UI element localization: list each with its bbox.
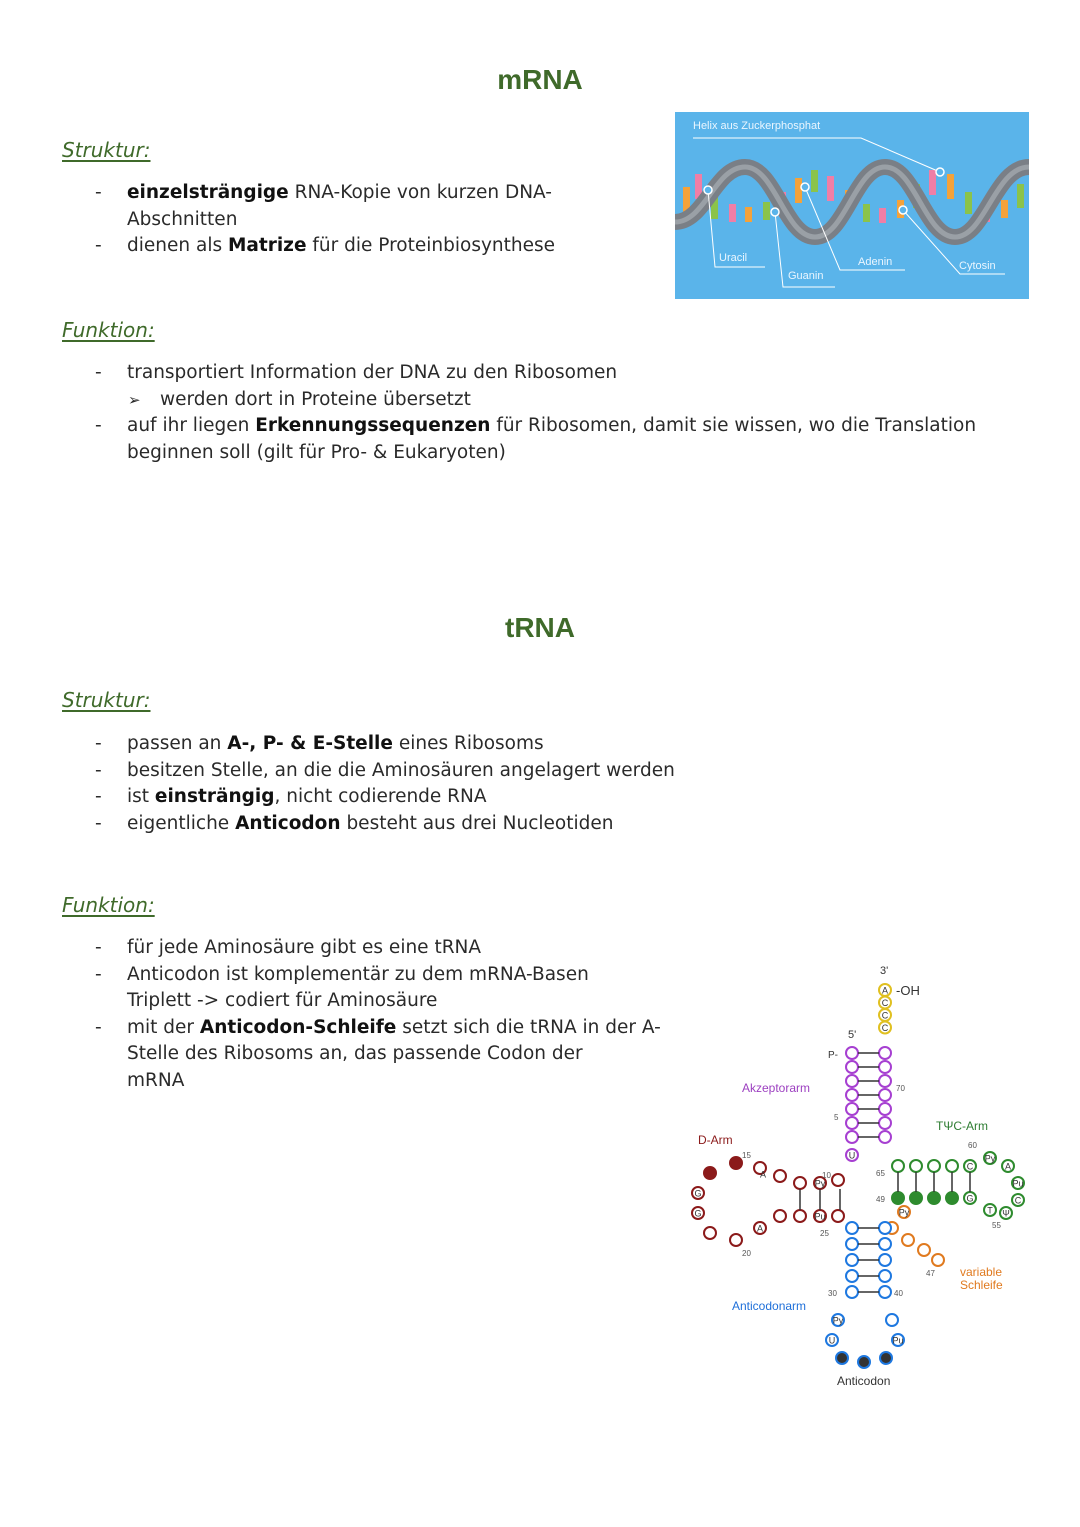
nucleotide <box>879 1131 891 1143</box>
base-letter: C <box>1014 1195 1022 1206</box>
nucleotide <box>846 1117 858 1129</box>
list-item: - auf ihr liegen Erkennungssequenzen für Ribosomen, damit sie wissen, wo die Translation beginnen soll (gilt für Pro- & Eukaryoten) <box>62 413 1022 466</box>
trna-cloverleaf-diagram <box>680 958 1030 1398</box>
nucleotide <box>880 1352 892 1364</box>
base-letter: U <box>828 1335 836 1346</box>
nucleotide <box>879 1286 891 1298</box>
base-letter: C <box>966 1161 974 1172</box>
base-letter: C <box>881 1023 889 1033</box>
number-label: 60 <box>968 1141 977 1150</box>
list-item: - dienen als Matrize für die Proteinbiosynthese <box>62 233 622 260</box>
nucleotide <box>910 1192 922 1204</box>
heading-struktur-trna: Struktur: <box>62 688 151 712</box>
nucleotide <box>879 1075 891 1087</box>
nucleotide <box>902 1234 914 1246</box>
nucleotide <box>910 1160 922 1172</box>
nucleotide <box>846 1286 858 1298</box>
label-oh: -OH <box>896 983 920 998</box>
label-uracil: Uracil <box>719 252 748 264</box>
nucleotide <box>879 1089 891 1101</box>
label-tpsic-arm: TΨC-Arm <box>936 1119 989 1133</box>
base-letter: Pu <box>892 1335 904 1346</box>
list-item: - passen an A-, P- & E-Stelle eines Ribosoms <box>62 731 862 758</box>
nucleotide <box>774 1170 786 1182</box>
label-variable: variable <box>960 1265 1003 1279</box>
nucleotide <box>846 1131 858 1143</box>
trna-labels <box>698 965 1003 1388</box>
nucleotide <box>892 1192 904 1204</box>
number-label: 55 <box>992 1221 1001 1230</box>
nucleotide <box>879 1238 891 1250</box>
number-label: 20 <box>742 1249 751 1258</box>
nucleotide <box>846 1254 858 1266</box>
nucleotide <box>932 1254 944 1266</box>
base-letter: A <box>759 1169 767 1180</box>
base-letter: A <box>756 1223 764 1234</box>
label-helix: Helix aus Zuckerphosphat <box>693 120 821 132</box>
list-item: - einzelsträngige RNA-Kopie von kurzen DNA- Abschnitten <box>62 180 622 233</box>
nucleotide <box>846 1075 858 1087</box>
number-label: 65 <box>876 1169 885 1178</box>
nucleotide <box>879 1117 891 1129</box>
base-letter: C <box>881 998 889 1008</box>
base-letter: Ψ <box>1002 1208 1010 1219</box>
base-letter: A <box>881 985 889 996</box>
label-akzeptorarm: Akzeptorarm <box>742 1081 811 1095</box>
base-letter: U <box>848 1150 856 1161</box>
number-label: 47 <box>926 1269 935 1278</box>
number-label: 15 <box>742 1151 751 1160</box>
nucleotide <box>946 1160 958 1172</box>
nucleotide <box>879 1061 891 1073</box>
number-label: 49 <box>876 1195 885 1204</box>
nucleotide <box>858 1356 870 1368</box>
label-5-prime: 5' <box>848 1029 857 1041</box>
base-letter: Py <box>814 1178 826 1189</box>
nucleotide <box>832 1174 844 1186</box>
base-letter: A <box>1004 1161 1012 1172</box>
nucleotide <box>846 1047 858 1059</box>
nucleotide <box>704 1167 716 1179</box>
nucleotide <box>832 1210 844 1222</box>
label-anticodonarm: Anticodonarm <box>732 1299 807 1313</box>
base-letter: Py <box>898 1207 910 1218</box>
list-item: - Anticodon ist komplementär zu dem mRNA-Basen Triplett -> codiert für Aminosäure <box>62 962 662 1015</box>
nucleotide <box>794 1210 806 1222</box>
base-letter: G <box>966 1193 974 1204</box>
number-label: 10 <box>822 1171 831 1180</box>
section-title-mrna: mRNA <box>497 64 583 95</box>
nucleotide <box>928 1160 940 1172</box>
base-letter: T <box>987 1205 993 1216</box>
base-letter: Pu <box>814 1211 826 1222</box>
nucleotide <box>886 1314 898 1326</box>
nucleotide <box>879 1270 891 1282</box>
base-letter: Py <box>832 1315 844 1326</box>
label-cytosin: Cytosin <box>959 260 996 272</box>
base-letter: G <box>694 1208 702 1219</box>
label-guanin: Guanin <box>788 270 824 282</box>
list-funktion-mrna <box>62 360 1022 466</box>
label-schleife: Schleife <box>960 1278 1003 1292</box>
nucleotide <box>794 1177 806 1189</box>
list-item: - transportiert Information der DNA zu den Ribosomen <box>62 360 1022 387</box>
section-title-trna: tRNA <box>505 612 575 643</box>
nucleotide <box>846 1103 858 1115</box>
nucleotide <box>928 1192 940 1204</box>
number-label: 30 <box>828 1289 837 1298</box>
list-struktur-mrna <box>62 180 622 260</box>
label-anticodon: Anticodon <box>837 1374 891 1388</box>
nucleotide <box>774 1210 786 1222</box>
list-funktion-trna <box>62 935 662 1094</box>
nucleotide <box>879 1103 891 1115</box>
nucleotide <box>946 1192 958 1204</box>
list-subitem: ➢ werden dort in Proteine übersetzt <box>62 387 1022 414</box>
number-label: 5 <box>834 1113 839 1122</box>
nucleotide <box>918 1244 930 1256</box>
nucleotide <box>730 1157 742 1169</box>
list-item: - mit der Anticodon-Schleife setzt sich die tRNA in der A- Stelle des Ribosoms an, das passende Codon der mRNA <box>62 1015 662 1095</box>
heading-funktion-mrna: Funktion: <box>62 318 155 342</box>
number-label: 25 <box>820 1229 829 1238</box>
label-adenin: Adenin <box>858 256 893 268</box>
base-letter: G <box>694 1188 702 1199</box>
nucleotide <box>846 1270 858 1282</box>
heading-struktur-mrna: Struktur: <box>62 138 151 162</box>
list-struktur-trna <box>62 731 862 837</box>
nucleotide <box>846 1089 858 1101</box>
nucleotide <box>879 1222 891 1234</box>
nucleotide <box>879 1254 891 1266</box>
label-3-prime: 3' <box>880 965 889 977</box>
nucleotide <box>846 1061 858 1073</box>
nucleotide <box>846 1238 858 1250</box>
list-item: - besitzen Stelle, an die die Aminosäuren angelagert werden <box>62 758 862 785</box>
list-item: - für jede Aminosäure gibt es eine tRNA <box>62 935 662 962</box>
nucleotide <box>879 1047 891 1059</box>
list-item: - eigentliche Anticodon besteht aus drei Nucleotiden <box>62 811 862 838</box>
rna-helix-image <box>675 112 1029 299</box>
base-letter: C <box>881 1010 889 1021</box>
nucleotide <box>730 1234 742 1246</box>
label-p: P- <box>828 1050 838 1061</box>
number-label: 70 <box>896 1084 905 1093</box>
number-label: 40 <box>894 1289 903 1298</box>
heading-funktion-trna: Funktion: <box>62 893 155 917</box>
nucleotide <box>704 1227 716 1239</box>
list-item: - ist einsträngig, nicht codierende RNA <box>62 784 862 811</box>
nucleotide <box>892 1160 904 1172</box>
base-letter: Py <box>984 1153 996 1164</box>
nucleotide <box>846 1222 858 1234</box>
nucleotide <box>836 1352 848 1364</box>
base-letter: Pu <box>1012 1178 1024 1189</box>
label-d-arm: D-Arm <box>698 1133 733 1147</box>
